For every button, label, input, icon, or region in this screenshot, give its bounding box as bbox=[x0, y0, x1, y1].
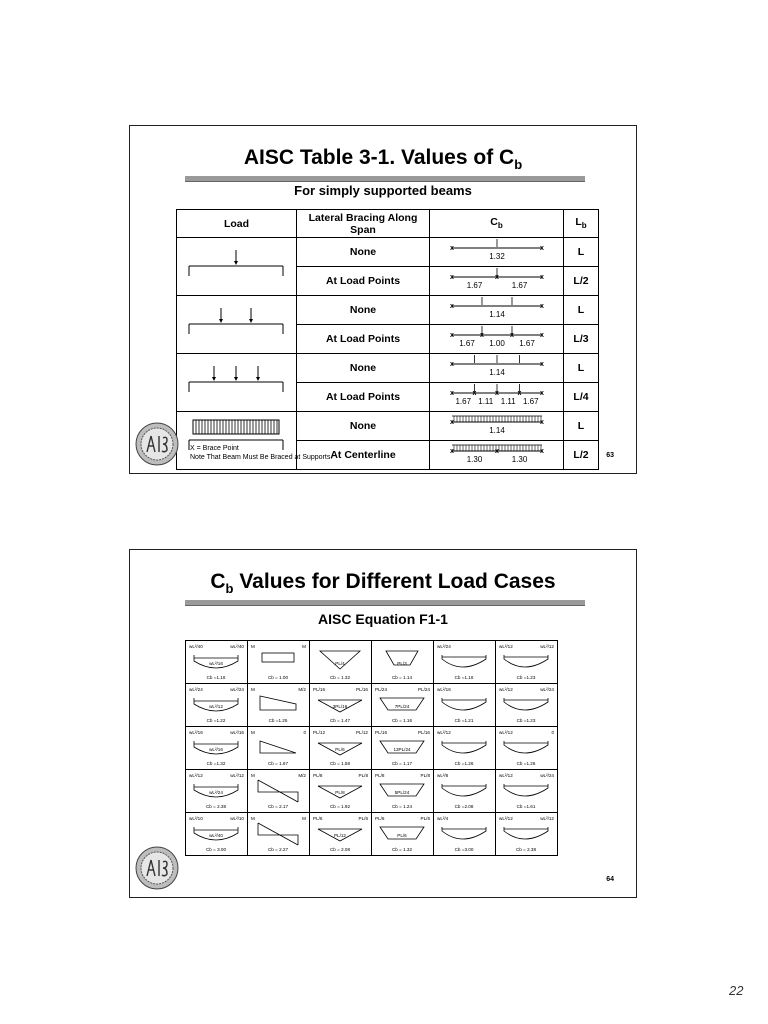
brace-point-icon: x bbox=[540, 390, 544, 397]
brace-point-icon: x bbox=[480, 332, 484, 339]
brace-point-icon: x bbox=[495, 390, 499, 397]
load-case-cell bbox=[186, 727, 248, 770]
moment-diagram bbox=[372, 641, 433, 683]
moment-diagram bbox=[372, 813, 433, 855]
moment-diagram bbox=[434, 641, 495, 683]
moment-diagram bbox=[186, 641, 247, 683]
moment-diagram bbox=[248, 684, 309, 726]
moment-label-right: M bbox=[302, 644, 306, 649]
load-diagram-cell bbox=[177, 238, 297, 296]
cb-value: Cb =1.16 bbox=[454, 675, 474, 680]
brace-point-icon: x bbox=[540, 332, 544, 339]
header-load: Load bbox=[177, 210, 297, 238]
cb-bracing-diagram bbox=[430, 325, 563, 350]
cb-value: Cb = 1.92 bbox=[329, 804, 351, 809]
cb-bracing-diagram bbox=[430, 238, 563, 263]
load-diagram-cell bbox=[177, 296, 297, 354]
cb-value: Cb =1.23 bbox=[516, 675, 536, 680]
cb-value: 1.11 bbox=[500, 397, 516, 406]
moment-label-right: PL/8 bbox=[420, 773, 430, 778]
table-row bbox=[177, 238, 599, 267]
moment-label-left: wL²/4 bbox=[437, 816, 449, 821]
title-rule bbox=[185, 600, 585, 606]
load-case-cell bbox=[372, 641, 434, 684]
cb-diagram-cell bbox=[430, 354, 564, 383]
moment-label-left: wL²/40 bbox=[189, 644, 203, 649]
lb-cell: L bbox=[564, 354, 599, 383]
cb-value: Cb = 1.58 bbox=[329, 761, 351, 766]
cb-value: Cb = 1.47 bbox=[329, 718, 351, 723]
load-case-cell bbox=[434, 641, 496, 684]
cb-value: 1.67 bbox=[511, 281, 528, 290]
moment-diagram bbox=[372, 770, 433, 812]
load-diagram bbox=[177, 240, 296, 290]
cb-bracing-diagram bbox=[430, 354, 563, 379]
cb-diagram-cell bbox=[430, 383, 564, 412]
table-row bbox=[177, 412, 599, 441]
load-case-cell bbox=[248, 813, 310, 856]
moment-label-mid: wL²/16 bbox=[209, 661, 223, 666]
grid-row bbox=[186, 770, 558, 813]
table-row bbox=[177, 296, 599, 325]
moment-label-left: wL²/24 bbox=[189, 687, 203, 692]
cb-value: Cb = 2.38 bbox=[515, 847, 537, 852]
moment-label-right: PL/6 bbox=[358, 816, 368, 821]
cb-value: 1.14 bbox=[489, 426, 505, 435]
load-case-cell bbox=[434, 770, 496, 813]
load-case-cell bbox=[248, 641, 310, 684]
moment-label-right: PL/16 bbox=[355, 687, 368, 692]
slide2-subtitle: AISC Equation F1-1 bbox=[318, 611, 448, 627]
cb-diagram-cell bbox=[430, 296, 564, 325]
cb-value: 1.67 bbox=[519, 339, 535, 348]
brace-note: X = Brace Point Note That Beam Must Be Braced at Supports. bbox=[190, 445, 333, 461]
load-case-cell bbox=[496, 813, 558, 856]
load-diagram bbox=[177, 356, 296, 406]
load-case-cell bbox=[372, 727, 434, 770]
moment-label-mid: wL²/16 bbox=[209, 747, 223, 752]
moment-label-mid: 5PL/24 bbox=[394, 790, 410, 795]
lb-cell: L/3 bbox=[564, 325, 599, 354]
lb-cell: L bbox=[564, 412, 599, 441]
moment-label-right: wL²/40 bbox=[230, 644, 244, 649]
cb-value: Cb =1.25 bbox=[268, 718, 288, 723]
moment-label-left: wL²/12 bbox=[499, 773, 513, 778]
bracing-cell: At Load Points bbox=[297, 267, 430, 296]
moment-label-right: PL/6 bbox=[420, 816, 430, 821]
cb-value: Cb =1.61 bbox=[516, 804, 536, 809]
moment-label-left: wL²/8 bbox=[437, 773, 449, 778]
moment-label-left: PL/16 bbox=[313, 687, 326, 692]
brace-point-icon: x bbox=[517, 390, 522, 397]
moment-diagram bbox=[248, 813, 309, 855]
cb-bracing-diagram bbox=[430, 383, 563, 408]
slide-cb-load-cases bbox=[129, 549, 637, 898]
moment-label-left: wL²/12 bbox=[189, 773, 203, 778]
load-case-grid bbox=[185, 640, 558, 856]
moment-label-mid: PL/4 bbox=[335, 661, 345, 666]
moment-diagram bbox=[434, 727, 495, 769]
bracing-cell: None bbox=[297, 238, 430, 267]
load-case-cell bbox=[496, 684, 558, 727]
moment-label-right: wL²/24 bbox=[540, 773, 554, 778]
moment-diagram bbox=[496, 770, 557, 812]
moment-label-mid: wL²/40 bbox=[209, 833, 223, 838]
moment-label-left: PL/8 bbox=[313, 773, 323, 778]
cb-bracing-diagram bbox=[430, 441, 563, 466]
moment-label-left: M bbox=[251, 687, 255, 692]
cb-bracing-diagram bbox=[430, 296, 563, 321]
cb-value: 1.67 bbox=[522, 397, 539, 406]
moment-diagram bbox=[186, 684, 247, 726]
cb-value: Cb = 2.17 bbox=[267, 804, 289, 809]
lb-cell: L bbox=[564, 238, 599, 267]
moment-label-left: M bbox=[251, 816, 255, 821]
load-case-cell bbox=[434, 684, 496, 727]
brace-point-icon: x bbox=[472, 390, 477, 397]
moment-label-left: PL/16 bbox=[375, 730, 388, 735]
moment-label-left: wL²/12 bbox=[437, 730, 451, 735]
moment-label-right: 0 bbox=[551, 730, 554, 735]
brace-point-icon: x bbox=[540, 361, 544, 368]
cb-bracing-diagram bbox=[430, 267, 563, 292]
moment-diagram bbox=[310, 770, 371, 812]
brace-point-icon: x bbox=[450, 448, 454, 455]
moment-diagram bbox=[434, 684, 495, 726]
moment-label-left: wL²/12 bbox=[499, 730, 513, 735]
brace-point-icon: x bbox=[450, 245, 454, 252]
cb-diagram-cell bbox=[430, 412, 564, 441]
lb-cell: L/2 bbox=[564, 441, 599, 470]
moment-diagram bbox=[186, 813, 247, 855]
aisc-logo-icon bbox=[135, 422, 179, 466]
slide2-page-number: 64 bbox=[606, 876, 614, 883]
load-case-cell bbox=[434, 727, 496, 770]
moment-diagram bbox=[496, 641, 557, 683]
brace-point-icon: x bbox=[510, 332, 514, 339]
moment-label-left: M bbox=[251, 730, 255, 735]
moment-diagram bbox=[310, 813, 371, 855]
load-case-cell bbox=[248, 727, 310, 770]
brace-point-icon: x bbox=[450, 332, 454, 339]
moment-label-right: PL/8 bbox=[358, 773, 368, 778]
cb-value: Cb =1.16 bbox=[206, 675, 226, 680]
cb-value: 1.11 bbox=[478, 397, 494, 406]
load-case-cell bbox=[310, 641, 372, 684]
moment-diagram bbox=[496, 813, 557, 855]
moment-label-left: wL²/10 bbox=[189, 816, 203, 821]
cb-value: Cb = 1.00 bbox=[267, 675, 289, 680]
moment-diagram bbox=[434, 813, 495, 855]
load-case-cell bbox=[310, 684, 372, 727]
grid-row bbox=[186, 813, 558, 856]
grid-row bbox=[186, 641, 558, 684]
brace-point-icon: x bbox=[540, 419, 544, 426]
moment-label-mid: PL/6 bbox=[397, 833, 407, 838]
moment-diagram bbox=[310, 641, 371, 683]
cb-value: Cb = 1.32 bbox=[391, 847, 413, 852]
cb-value: Cb = 3.00 bbox=[205, 847, 227, 852]
moment-label-mid: PL/3 bbox=[397, 661, 407, 666]
moment-diagram bbox=[310, 684, 371, 726]
load-case-cell bbox=[186, 641, 248, 684]
bracing-cell: At Load Points bbox=[297, 383, 430, 412]
moment-label-right: wL²/12 bbox=[540, 816, 554, 821]
load-case-cell bbox=[496, 727, 558, 770]
cb-diagram-cell bbox=[430, 441, 564, 470]
moment-diagram bbox=[248, 641, 309, 683]
cb-value: Cb =1.26 bbox=[454, 761, 474, 766]
moment-label-left: M bbox=[251, 644, 255, 649]
load-case-cell bbox=[310, 813, 372, 856]
cb-value: 1.14 bbox=[489, 368, 505, 377]
moment-label-right: PL/12 bbox=[355, 730, 368, 735]
load-case-cell bbox=[372, 684, 434, 727]
moment-label-right: wL²/16 bbox=[230, 730, 244, 735]
moment-label-right: wL²/24 bbox=[230, 687, 244, 692]
load-case-cell bbox=[496, 641, 558, 684]
moment-diagram bbox=[186, 727, 247, 769]
moment-label-right: wL²/12 bbox=[230, 773, 244, 778]
load-case-cell bbox=[310, 727, 372, 770]
cb-value: 1.67 bbox=[455, 397, 472, 406]
moment-label-left: wL²/16 bbox=[189, 730, 203, 735]
moment-label-mid: wL²/12 bbox=[209, 704, 223, 709]
cb-value: Cb = 1.16 bbox=[391, 718, 413, 723]
cb-value: Cb = 2.08 bbox=[329, 847, 351, 852]
moment-label-left: wL²/16 bbox=[437, 687, 451, 692]
moment-label-right: M/2 bbox=[298, 687, 306, 692]
moment-diagram bbox=[434, 770, 495, 812]
load-case-cell bbox=[310, 770, 372, 813]
moment-label-left: PL/8 bbox=[375, 773, 385, 778]
brace-point-icon: x bbox=[450, 390, 454, 397]
load-case-cell bbox=[186, 684, 248, 727]
title-rule bbox=[185, 176, 585, 182]
moment-diagram bbox=[372, 727, 433, 769]
brace-point-icon: x bbox=[540, 303, 544, 310]
brace-point-icon: x bbox=[540, 274, 544, 281]
moment-label-left: wL²/12 bbox=[499, 816, 513, 821]
moment-label-mid: 7PL/24 bbox=[394, 704, 410, 709]
cb-value: Cb = 1.32 bbox=[329, 675, 351, 680]
brace-point-icon: x bbox=[495, 448, 499, 455]
cb-value: 1.14 bbox=[489, 310, 505, 319]
moment-diagram bbox=[496, 684, 557, 726]
bracing-cell: None bbox=[297, 354, 430, 383]
lb-cell: L bbox=[564, 296, 599, 325]
bracing-cell: At Centerline bbox=[297, 441, 430, 470]
load-case-cell bbox=[248, 684, 310, 727]
cb-value: 1.30 bbox=[511, 455, 528, 464]
brace-point-icon: x bbox=[450, 361, 454, 368]
moment-label-right: PL/24 bbox=[417, 687, 430, 692]
cb-value: Cb =3.00 bbox=[454, 847, 474, 852]
moment-label-left: PL/6 bbox=[375, 816, 385, 821]
cb-value: Cb = 2.27 bbox=[267, 847, 289, 852]
grid-row bbox=[186, 727, 558, 770]
slide1-subtitle: For simply supported beams bbox=[294, 183, 472, 198]
brace-point-icon: x bbox=[540, 448, 544, 455]
load-case-cell bbox=[186, 813, 248, 856]
moment-label-right: 0 bbox=[303, 730, 306, 735]
cb-diagram-cell bbox=[430, 238, 564, 267]
moment-diagram bbox=[310, 727, 371, 769]
moment-label-right: M bbox=[302, 816, 306, 821]
cb-diagram-cell bbox=[430, 267, 564, 296]
cb-table bbox=[176, 209, 599, 470]
cb-value: Cb = 1.67 bbox=[267, 761, 289, 766]
moment-label-mid: 13PL/24 bbox=[393, 747, 411, 752]
slide1-page-number: 63 bbox=[606, 452, 614, 459]
bracing-cell: At Load Points bbox=[297, 325, 430, 354]
brace-point-icon: x bbox=[540, 245, 544, 252]
moment-label-right: wL²/24 bbox=[540, 687, 554, 692]
moment-label-mid: PL/12 bbox=[333, 833, 347, 838]
moment-label-mid: wL²/24 bbox=[209, 790, 223, 795]
cb-value: Cb =1.23 bbox=[516, 718, 536, 723]
moment-label-left: PL/24 bbox=[375, 687, 388, 692]
cb-value: Cb = 1.24 bbox=[391, 804, 413, 809]
document-page-number: 22 bbox=[729, 983, 744, 998]
cb-value: Cb =1.32 bbox=[206, 761, 226, 766]
bracing-cell: None bbox=[297, 296, 430, 325]
cb-value: Cb =2.08 bbox=[454, 804, 474, 809]
cb-value: Cb = 2.38 bbox=[205, 804, 227, 809]
load-case-cell bbox=[372, 813, 434, 856]
bracing-cell: None bbox=[297, 412, 430, 441]
cb-value: 1.32 bbox=[489, 252, 505, 261]
moment-diagram bbox=[248, 727, 309, 769]
header-lb: $L_b$ bbox=[564, 210, 599, 238]
moment-label-mid: PL/6 bbox=[335, 747, 345, 752]
load-diagram bbox=[177, 298, 296, 348]
load-case-cell bbox=[434, 813, 496, 856]
moment-label-mid: PL/8 bbox=[335, 790, 345, 795]
moment-diagram bbox=[186, 770, 247, 812]
brace-point-icon: x bbox=[450, 274, 454, 281]
moment-label-left: wL²/12 bbox=[499, 687, 513, 692]
moment-label-left: M bbox=[251, 773, 255, 778]
slide1-title: AISC Table 3-1. Values of $C_b$ bbox=[243, 146, 523, 173]
moment-label-left: wL²/24 bbox=[437, 644, 451, 649]
moment-label-right: wL²/10 bbox=[230, 816, 244, 821]
load-case-cell bbox=[248, 770, 310, 813]
load-diagram-cell bbox=[177, 354, 297, 412]
header-bracing: Lateral Bracing Along Span bbox=[297, 210, 430, 238]
moment-diagram bbox=[248, 770, 309, 812]
cb-value: 1.30 bbox=[466, 455, 483, 464]
cb-value: Cb = 1.17 bbox=[391, 761, 413, 766]
table-row bbox=[177, 354, 599, 383]
grid-row bbox=[186, 684, 558, 727]
moment-label-left: PL/6 bbox=[313, 816, 323, 821]
cb-value: Cb = 1.14 bbox=[391, 675, 413, 680]
moment-label-right: PL/16 bbox=[417, 730, 430, 735]
load-case-cell bbox=[372, 770, 434, 813]
moment-label-mid: 3PL/16 bbox=[332, 704, 348, 709]
cb-value: Cb =1.26 bbox=[516, 761, 536, 766]
cb-value: 1.00 bbox=[489, 339, 505, 348]
slide2-title: $C_b$ Values for Different Load Cases bbox=[210, 570, 556, 597]
brace-point-icon: x bbox=[495, 274, 499, 281]
load-case-cell bbox=[186, 770, 248, 813]
cb-value: 1.67 bbox=[466, 281, 483, 290]
brace-point-icon: x bbox=[450, 303, 454, 310]
cb-value: Cb =1.21 bbox=[454, 718, 474, 723]
cb-value: Cb =1.22 bbox=[206, 718, 226, 723]
lb-cell: L/4 bbox=[564, 383, 599, 412]
cb-diagram-cell bbox=[430, 325, 564, 354]
moment-diagram bbox=[372, 684, 433, 726]
moment-label-right: M/2 bbox=[298, 773, 306, 778]
moment-diagram bbox=[496, 727, 557, 769]
brace-point-icon: x bbox=[450, 419, 454, 426]
slide-aisc-table bbox=[129, 125, 637, 474]
lb-cell: L/2 bbox=[564, 267, 599, 296]
moment-label-right: wL²/12 bbox=[540, 644, 554, 649]
moment-label-left: PL/12 bbox=[313, 730, 326, 735]
cb-value: 1.67 bbox=[459, 339, 475, 348]
header-cb: $C_b$ bbox=[430, 210, 564, 238]
cb-bracing-diagram bbox=[430, 412, 563, 437]
aisc-logo-icon bbox=[135, 846, 179, 890]
load-case-cell bbox=[496, 770, 558, 813]
moment-label-left: wL²/12 bbox=[499, 644, 513, 649]
